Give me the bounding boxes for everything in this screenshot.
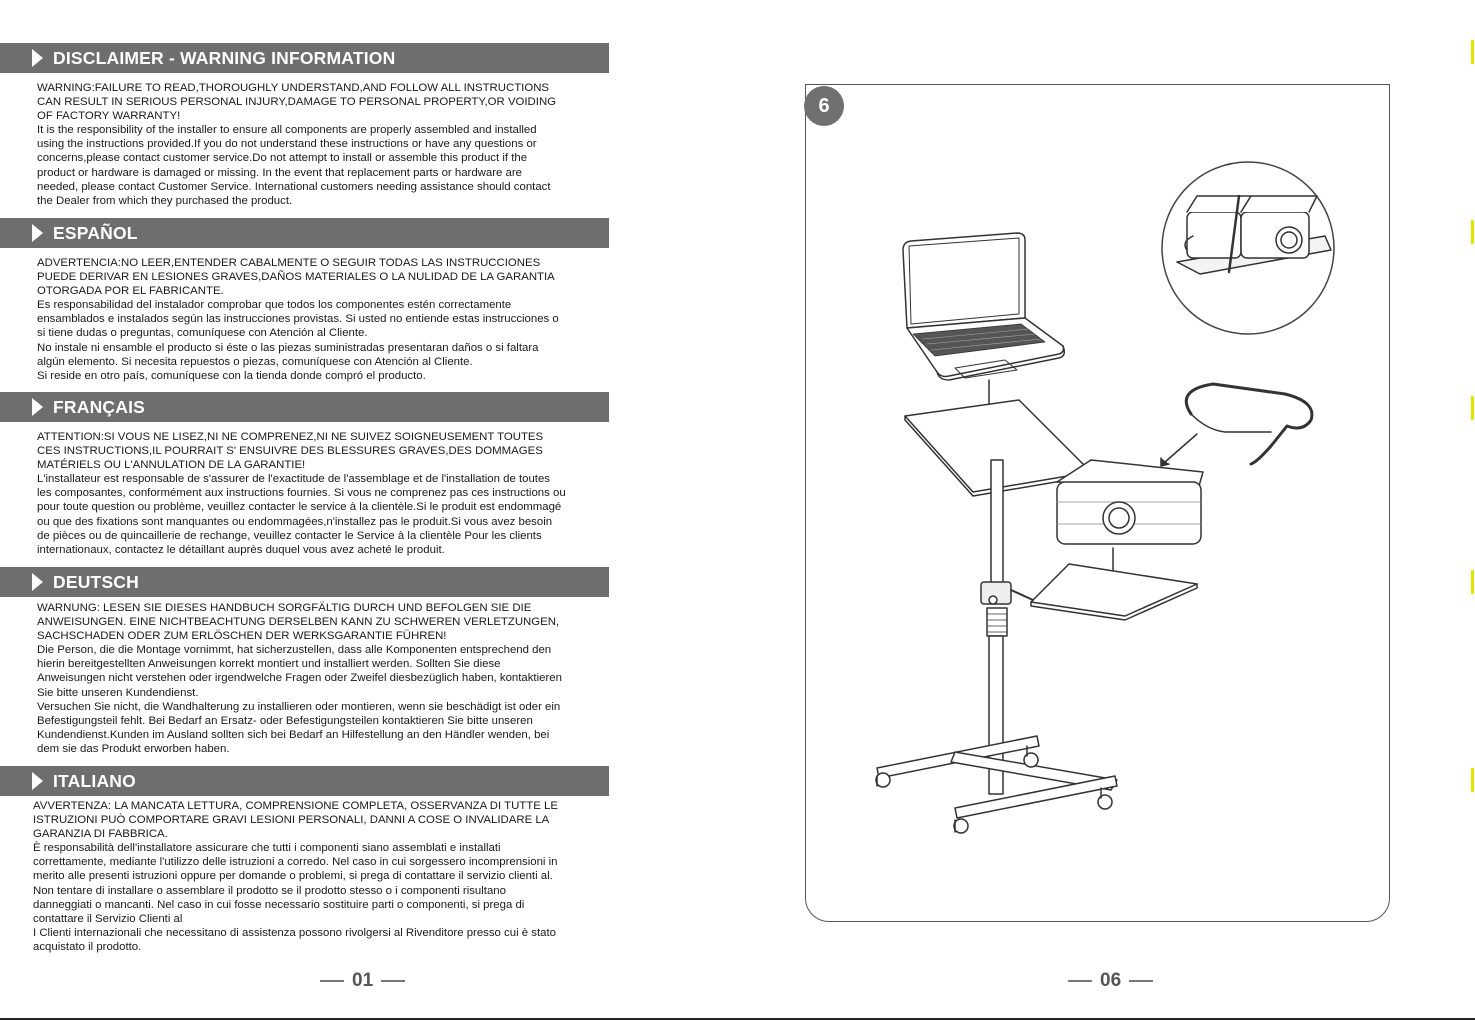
text-line: PUEDE DERIVAR EN LESIONES GRAVES,DAÑOS MATERIALES O LA NULIDAD DE LA GARANTIA [37, 271, 555, 284]
section-body-francais [37, 430, 612, 557]
text-line: Versuchen Sie nicht, die Wandhalterung zu installieren oder montieren, wenn sie beschädigt ist oder ein [37, 700, 561, 713]
section-title: FRANÇAIS [53, 396, 146, 417]
section-title: DISCLAIMER - WARNING INFORMATION [53, 47, 396, 68]
dash-decoration [1129, 980, 1153, 982]
text-line: needed, please contact Customer Service. International customers needing assistance should contact [37, 180, 551, 193]
text-line: Es responsabilidad del instalador comprobar que todos los componentes estén correctamente [37, 299, 512, 312]
text-line: MATÉRIELS OU L'ANNULATION DE LA GARANTIE! [37, 459, 306, 472]
dash-decoration [1068, 980, 1092, 982]
text-line: CAN RESULT IN SERIOUS PERSONAL INJURY,DAMAGE TO PERSONAL PROPERTY,OR VOIDING [37, 96, 557, 109]
text-line: contattare il Servizio Clienti al [33, 912, 183, 925]
projector-strap-detail [1162, 162, 1334, 334]
edge-color-mark [1471, 40, 1474, 64]
page-number-text: 01 [352, 970, 374, 991]
text-line: concerns,please contact customer service.Do not attempt to install or assemble this product if the [37, 152, 528, 165]
text-line: GARANZIA DI FABBRICA. [33, 828, 168, 841]
text-line: product or hardware is damaged or missing. In the event that replacement parts or hardware are [37, 166, 522, 179]
edge-color-mark [1471, 768, 1474, 792]
text-line: dem sie das Produkt erworben haben. [37, 742, 230, 755]
page-number-right [1060, 970, 1161, 992]
text-line: Die Person, die die Montage vornimmt, hat sicherzustellen, dass alle Komponenten entsprechend den [37, 644, 552, 657]
text-line: si tiene dudas o preguntas, comuníquese con Atención al Cliente. [37, 327, 368, 340]
text-line: internationaux, contactez le détaillant auprès duquel vous avez acheté le produit. [37, 543, 445, 556]
text-line: using the instructions provided.If you do not understand these instructions or have any questions or [37, 138, 537, 151]
text-line: merito alle presenti istruzioni oppure per domande o problemi, si prega di contattare il servizio clienti al. [33, 870, 553, 883]
dash-decoration [320, 980, 344, 982]
text-line: ANWEISUNGEN. EINE NICHTBEACHTUNG DERSELBEN KANN ZU SCHWEREN VERLETZUNGEN, [37, 616, 560, 629]
text-line: No instale ni ensamble el producto si éste o las piezas suministradas presentaran daños o si faltara [37, 341, 539, 354]
text-line: È responsabilità dell'installatore assicurare che tutti i componenti siano assemblati e installati [33, 842, 501, 855]
triangle-bullet-icon [32, 772, 43, 790]
text-line: hierin bereitgestellten Anweisungen korrekt montiert und installiert werden. Sollten Sie diese [37, 658, 501, 671]
text-line: AVVERTENZA: LA MANCATA LETTURA, COMPRENSIONE COMPLETA, OSSERVANZA DI TUTTE LE [33, 800, 558, 812]
page-number-text: 06 [1100, 970, 1122, 991]
text-line: ADVERTENCIA:NO LEER,ENTENDER CABALMENTE O SEGUIR TODAS LAS INSTRUCCIONES [37, 257, 541, 269]
text-line: pour toute question ou problème, veuillez contacter le service à la clientèle.Si le produit est endommagé [37, 501, 562, 514]
section-title: ESPAÑOL [53, 222, 138, 243]
section-body-italiano [33, 799, 608, 954]
step-number-badge [804, 86, 844, 126]
section-title: ITALIANO [53, 770, 136, 791]
text-line: les composantes, conformément aux instructions fournies. Si vous ne comprenez pas ces instructions ou [37, 487, 566, 500]
text-line: OF FACTORY WARRANTY! [37, 110, 181, 123]
text-line: CES INSTRUCTIONS,IL POURRAIT S' ENSUIVRE DES BLESSURES GRAVES,DES DOMMAGES [37, 445, 543, 458]
section-header-francais [0, 392, 609, 422]
text-line: algún elemento. Si necesita repuestos o piezas, comuníquese con Atención al Cliente. [37, 355, 473, 368]
text-line: Kundendienst.Kunden im Ausland sollten sich bei Bedarf an Hilfestellung an den Händler wenden, bei [37, 728, 550, 741]
triangle-bullet-icon [32, 398, 43, 416]
text-line: WARNING:FAILURE TO READ,THOROUGHLY UNDERSTAND,AND FOLLOW ALL INSTRUCTIONS [37, 82, 550, 94]
text-line: Si reside en otro país, comuníquese con la tienda donde compró el producto. [37, 369, 426, 382]
assembly-diagram [805, 84, 1395, 924]
section-header-disclaimer [0, 43, 609, 73]
text-line: Non tentare di installare o assemblare il prodotto se il prodotto stesso o i componenti risultano [33, 884, 506, 897]
text-line: danneggiati o mancanti. Nel caso in cui fosse necessario sostituire parti o componenti, si prega di [33, 898, 525, 911]
text-line: SACHSCHADEN ODER ZUM ERLÖSCHEN DER WERKSGARANTIE FÜHREN! [37, 630, 447, 643]
text-line: ensamblados e instalados según las instrucciones provistas. Si usted no entiende estas instrucciones o [37, 313, 559, 326]
text-line: OTORGADA POR EL FABRICANTE. [37, 285, 224, 298]
section-body-espanol [37, 256, 612, 383]
text-line: the Dealer from which they purchased the product. [37, 194, 293, 207]
text-line: WARNUNG: LESEN SIE DIESES HANDBUCH SORGFÄLTIG DURCH UND BEFOLGEN SIE DIE [37, 602, 532, 614]
text-line: Befestigungsteil fehlt. Bei Bedarf an Ersatz- oder Befestigungsteilen kontaktieren Sie bitte unseren [37, 714, 533, 727]
text-line: Anweisungen nicht verstehen oder irgendwelche Fragen oder Zweifel diesbezüglich haben, kontaktieren [37, 672, 562, 685]
laptop-drawing [903, 233, 1064, 380]
projector-drawing [1057, 460, 1203, 544]
height-clamp-drawing [981, 582, 1033, 636]
section-title: DEUTSCH [53, 571, 139, 592]
text-line: ou que des fixations sont manquantes ou endommagées,n'installez pas le produit.Si vous avez besoin [37, 515, 553, 528]
section-body-disclaimer [37, 81, 612, 208]
text-line: de pièces ou de quincaillerie de rechange, veuillez contacter le Service à la clientèle Pour les clients [37, 529, 542, 542]
edge-color-mark [1471, 570, 1474, 594]
section-header-deutsch [0, 567, 609, 597]
text-line: It is the responsibility of the installer to ensure all components are properly assembled and installed [37, 124, 537, 137]
step-number-text: 6 [818, 94, 830, 117]
text-line: I Clienti internazionali che necessitano di assistenza possono rivolgersi al Rivenditore presso cui è stato [33, 926, 556, 939]
triangle-bullet-icon [32, 573, 43, 591]
dash-decoration [381, 980, 405, 982]
left-page [0, 0, 620, 1021]
edge-color-mark [1471, 396, 1474, 420]
text-line: Sie bitte unseren Kundendienst. [37, 686, 199, 699]
edge-color-mark [1471, 220, 1474, 244]
projector-tray-drawing [1031, 564, 1197, 616]
triangle-bullet-icon [32, 49, 43, 67]
triangle-bullet-icon [32, 224, 43, 242]
text-line: L'installateur est responsable de s'assurer de l'exactitude de l'assemblage et de l'installation de toutes [37, 473, 551, 486]
section-header-italiano [0, 766, 609, 796]
text-line: correttamente, mediante l'utilizzo delle istruzioni a corredo. Nel caso in cui sorgessero incomprensioni in [33, 856, 558, 869]
bottom-border-line [0, 1018, 1475, 1020]
section-header-espanol [0, 218, 609, 248]
page-number-left [312, 970, 413, 992]
section-body-deutsch [37, 601, 612, 756]
upper-pole-drawing [991, 460, 1003, 592]
power-cable-drawing [1186, 384, 1312, 464]
text-line: ISTRUZIONI PUÒ COMPORTARE GRAVI LESIONI PERSONALI, DANNI A COSE O INVALIDARE LA [33, 814, 550, 827]
text-line: acquistato il prodotto. [33, 940, 142, 953]
text-line: ATTENTION:SI VOUS NE LISEZ,NI NE COMPRENEZ,NI NE SUIVEZ SOIGNEUSEMENT TOUTES [37, 431, 544, 443]
